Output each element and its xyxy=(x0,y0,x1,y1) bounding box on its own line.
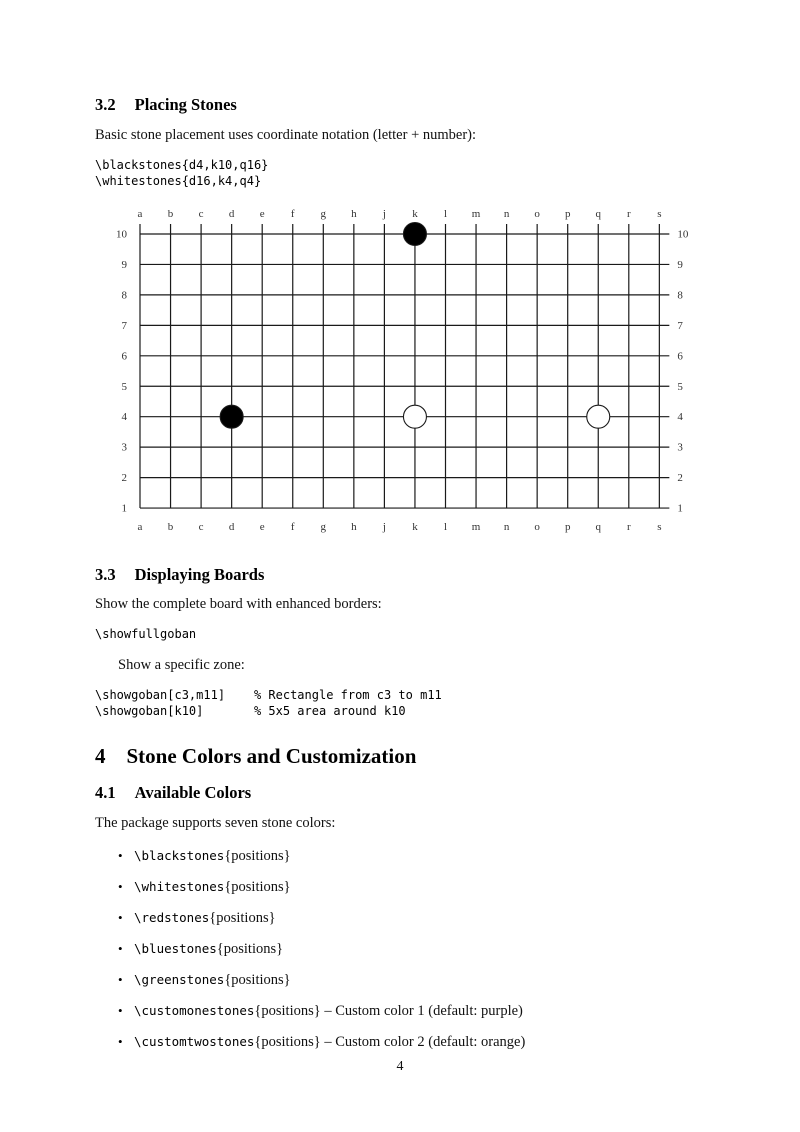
section-title: Displaying Boards xyxy=(134,564,265,584)
section-4-1-heading xyxy=(95,783,705,803)
page-number: 4 xyxy=(396,1059,404,1074)
stone-k10 xyxy=(403,222,426,245)
placing-stones-intro: Basic stone placement uses coordinate notation (letter + number): xyxy=(95,126,477,143)
command-note: – Custom color 2 (default: orange) xyxy=(320,1034,526,1051)
svg-text:d: d xyxy=(228,520,235,533)
command-name: \customonestones xyxy=(134,1003,255,1019)
available-colors-intro: The package supports seven stone colors: xyxy=(95,814,336,831)
bullet-icon: • xyxy=(118,879,123,895)
svg-text:b: b xyxy=(167,207,174,220)
svg-text:7: 7 xyxy=(677,319,683,332)
svg-text:8: 8 xyxy=(677,289,683,302)
command-argument: {positions} xyxy=(254,1003,321,1020)
svg-text:9: 9 xyxy=(677,258,683,271)
code-line: \blackstones{d4,k10,q16} xyxy=(95,157,269,172)
list-item xyxy=(118,846,705,866)
command-note: – Custom color 1 (default: purple) xyxy=(320,1003,523,1020)
section-3-2-heading xyxy=(95,95,705,115)
command-name: \greenstones xyxy=(134,972,225,988)
svg-text:c: c xyxy=(198,207,204,220)
svg-text:1: 1 xyxy=(677,502,683,515)
command-argument: {positions} xyxy=(224,879,291,896)
svg-text:n: n xyxy=(503,520,510,533)
section-3-3-heading xyxy=(95,565,705,585)
svg-text:10: 10 xyxy=(116,228,127,241)
svg-text:1: 1 xyxy=(121,502,127,515)
svg-text:g: g xyxy=(320,207,327,220)
svg-text:q: q xyxy=(595,207,601,220)
svg-text:d: d xyxy=(228,207,235,220)
svg-text:m: m xyxy=(471,520,481,533)
bullet-icon: • xyxy=(118,910,123,926)
svg-text:e: e xyxy=(259,207,265,220)
section-number: 3.2 xyxy=(95,95,116,114)
list-item xyxy=(118,1032,705,1052)
command-argument: {positions} xyxy=(224,848,291,865)
showfullgoban-code-block xyxy=(95,626,705,643)
svg-text:o: o xyxy=(534,207,540,220)
bullet-icon: • xyxy=(118,972,123,988)
svg-text:f: f xyxy=(290,207,295,220)
bullet-icon: • xyxy=(118,1034,123,1050)
svg-text:k: k xyxy=(412,520,418,533)
list-item xyxy=(118,970,705,990)
displaying-boards-intro: Show the complete board with enhanced borders: xyxy=(95,596,382,613)
code-line: \whitestones{d16,k4,q4} xyxy=(95,174,262,189)
section-number: 4 xyxy=(95,743,106,768)
list-item xyxy=(118,939,705,959)
command-name: \blackstones xyxy=(134,848,225,864)
svg-text:10: 10 xyxy=(677,228,689,241)
command-name: \customtwostones xyxy=(134,1034,255,1050)
svg-text:n: n xyxy=(503,207,510,220)
section-number: 4.1 xyxy=(95,782,116,802)
svg-text:h: h xyxy=(351,520,357,533)
svg-text:p: p xyxy=(564,520,571,533)
section-title: Stone Colors and Customization xyxy=(126,743,417,768)
svg-text:l: l xyxy=(443,520,448,533)
bullet-icon: • xyxy=(118,848,123,864)
showgoban-code-block xyxy=(95,687,705,720)
zone-text: Show a specific zone: xyxy=(118,656,245,673)
goban-board xyxy=(95,200,705,540)
stone-d4 xyxy=(220,405,243,428)
svg-text:5: 5 xyxy=(121,380,127,393)
list-item xyxy=(118,877,705,897)
command-name: \redstones xyxy=(134,910,210,926)
svg-text:6: 6 xyxy=(677,349,683,362)
svg-text:c: c xyxy=(198,520,204,533)
svg-text:e: e xyxy=(259,520,265,533)
section-4-heading xyxy=(95,744,705,769)
svg-text:h: h xyxy=(351,207,357,220)
svg-text:j: j xyxy=(382,520,386,533)
svg-text:2: 2 xyxy=(677,471,683,484)
svg-text:f: f xyxy=(290,520,295,533)
bullet-icon: • xyxy=(118,941,123,957)
svg-text:r: r xyxy=(626,207,631,220)
stones-code-block xyxy=(95,157,705,190)
svg-text:5: 5 xyxy=(677,380,683,393)
svg-text:k: k xyxy=(412,207,418,220)
stone-q4 xyxy=(587,405,610,428)
code-line: \showgoban[c3,m11] % Rectangle from c3 to m11 xyxy=(95,687,442,702)
list-item xyxy=(118,908,705,928)
svg-text:7: 7 xyxy=(121,319,127,332)
svg-text:r: r xyxy=(626,520,631,533)
stone-k4 xyxy=(403,405,426,428)
command-argument: {positions} xyxy=(216,941,284,958)
svg-text:8: 8 xyxy=(121,289,127,302)
svg-text:g: g xyxy=(320,520,327,533)
command-argument: {positions} xyxy=(209,910,276,927)
svg-text:9: 9 xyxy=(121,258,127,271)
svg-text:m: m xyxy=(471,207,481,220)
svg-text:s: s xyxy=(657,520,662,533)
svg-text:4: 4 xyxy=(677,410,683,423)
section-number: 3.3 xyxy=(95,564,116,584)
svg-text:a: a xyxy=(137,520,143,533)
command-name: \bluestones xyxy=(134,941,217,957)
code-line: \showgoban[k10] % 5x5 area around k10 xyxy=(95,704,406,719)
goban-svg xyxy=(95,200,705,540)
section-title: Available Colors xyxy=(134,782,252,802)
svg-text:q: q xyxy=(595,520,601,533)
command-argument: {positions} xyxy=(254,1034,321,1051)
svg-text:3: 3 xyxy=(121,441,127,454)
svg-text:s: s xyxy=(657,207,662,220)
svg-text:o: o xyxy=(534,520,540,533)
svg-text:p: p xyxy=(564,207,571,220)
svg-text:j: j xyxy=(382,207,386,220)
section-title: Placing Stones xyxy=(134,95,237,114)
stone-color-list xyxy=(95,846,705,1052)
svg-text:4: 4 xyxy=(121,410,127,423)
svg-text:3: 3 xyxy=(677,441,683,454)
svg-text:l: l xyxy=(443,207,448,220)
command-name: \whitestones xyxy=(134,879,225,895)
code-line: \showfullgoban xyxy=(95,627,197,642)
svg-text:2: 2 xyxy=(121,471,127,484)
svg-text:b: b xyxy=(167,520,174,533)
bullet-icon: • xyxy=(118,1003,123,1019)
svg-text:a: a xyxy=(137,207,143,220)
command-argument: {positions} xyxy=(224,972,291,989)
list-item xyxy=(118,1001,705,1021)
svg-text:6: 6 xyxy=(121,349,127,362)
